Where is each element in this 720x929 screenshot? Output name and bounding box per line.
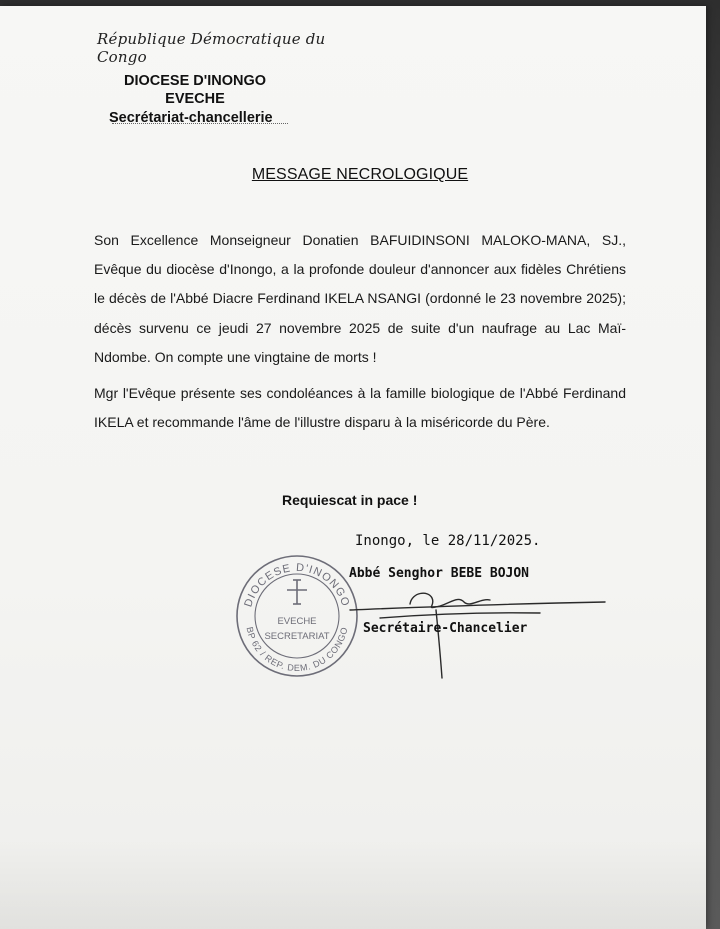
republic-name: République Démocratique du Congo — [97, 30, 326, 66]
stamp-line1: EVECHE — [277, 616, 317, 627]
letterhead — [95, 30, 355, 128]
stamp-top-arc: DIOCESE D'INONGO — [242, 561, 352, 609]
signer-name: Abbé Senghor BEBE BOJON — [349, 566, 530, 581]
closing-phrase: Requiescat in pace ! — [282, 492, 418, 508]
paragraph-condolences: Mgr l'Evêque présente ses condoléances à la famille biologique de l'Abbé Ferdinand IKELA et recommande l'âme de l'illustre disparu à la miséricorde du Père. — [94, 385, 626, 431]
diocese-name: DIOCESE D'INONGO — [123, 73, 267, 89]
dateline: Inongo, le 28/11/2025. — [355, 533, 541, 549]
document-title: MESSAGE NECROLOGIQUE — [251, 166, 469, 183]
eveche-label: EVECHE — [165, 91, 225, 107]
paragraph-announcement: Son Excellence Monseigneur Donatien BAFUIDINSONI MALOKO-MANA, SJ., Evêque du diocèse d'Inongo, a la profonde douleur d'annoncer aux fidèles Chrétiens le décès de l'Abbé Diacre Ferdinand IKELA NSANGI (ordonné le 23 novembre 2025); décès survenu ce jeudi 27 novembre 2025 de suite d'un naufrage au Lac Maï-Ndombe. On compte une vingtaine de morts ! — [94, 232, 626, 365]
letter-sheet — [0, 6, 706, 929]
header-divider — [112, 123, 288, 124]
message-body — [94, 226, 626, 444]
cross-icon — [287, 580, 307, 604]
stamp-bottom-arc: BP 62 / REP. DEM. DU CONGO — [244, 625, 350, 674]
stamp-line2: SECRETARIAT — [264, 631, 330, 642]
secretariat-label: Secrétariat-chancellerie — [109, 110, 273, 126]
signer-role: Secrétaire-Chancelier — [363, 621, 528, 636]
